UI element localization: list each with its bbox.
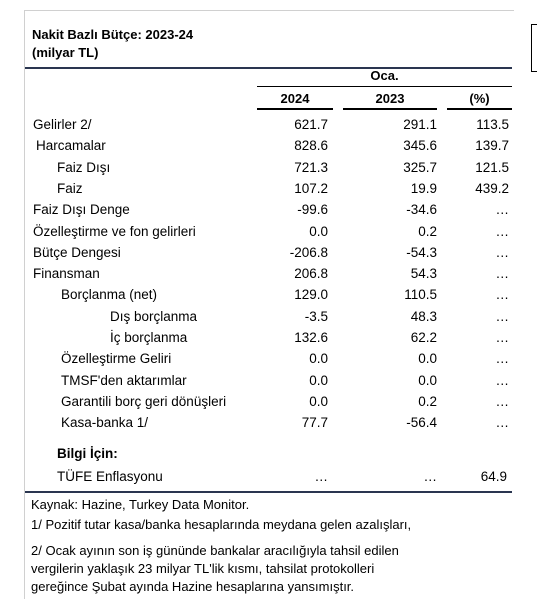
cell-2024: 132.6 [294, 330, 328, 345]
cell-2023: 291.1 [403, 117, 437, 132]
memo-label: TÜFE Enflasyonu [57, 469, 163, 484]
table-unit: (milyar TL) [32, 45, 99, 60]
side-panel-edge [531, 24, 537, 72]
cell-2024: 621.7 [294, 117, 328, 132]
cell-percent: 113.5 [476, 117, 509, 132]
cell-2024: 721.3 [294, 159, 328, 175]
cell-percent: 439.2 [475, 180, 509, 196]
cell-2024: 206.8 [294, 266, 328, 282]
cell-percent: … [495, 393, 509, 409]
cell-2024: -206.8 [289, 244, 328, 260]
column-group-header: Oca. [370, 68, 399, 83]
cell-2024: 0.0 [309, 372, 328, 388]
row-label: Dış borçlanma [110, 308, 198, 324]
row-label: İç borçlanma [110, 330, 188, 345]
row-label: Kasa-banka 1/ [61, 415, 149, 431]
table-row [0, 160, 537, 181]
table-bottom-rule [25, 491, 512, 493]
cell-percent: … [495, 330, 509, 345]
table-row [0, 330, 537, 351]
row-label: Özelleştirme Geliri [61, 351, 172, 367]
cell-percent: … [495, 415, 509, 431]
cell-percent: … [495, 372, 509, 388]
table-row [0, 351, 537, 372]
cell-2023: 0.2 [418, 393, 437, 409]
column-header-2023: 2023 [375, 91, 405, 106]
cell-2023: 110.5 [404, 287, 437, 303]
footnote-2-line-2: vergilerin yaklaşık 23 milyar TL'lik kısmı, tahsilat protokolleri [31, 561, 375, 576]
cell-2024: -3.5 [304, 308, 328, 324]
row-label: Özelleştirme ve fon gelirleri [33, 223, 196, 239]
table-row [0, 287, 537, 308]
row-label: Faiz [57, 180, 83, 196]
table-row [0, 394, 537, 415]
table-row [0, 309, 537, 330]
cell-percent: 121.5 [475, 159, 509, 175]
table-row [0, 138, 537, 159]
cell-2024: 129.0 [294, 287, 328, 303]
cell-2023: 345.6 [403, 138, 437, 154]
row-label: Borçlanma (net) [61, 287, 158, 303]
cell-2023: 0.0 [418, 372, 437, 388]
cell-2023: 0.0 [418, 351, 437, 367]
row-label: Garantili borç geri dönüşleri [61, 393, 227, 409]
cell-percent: 139.7 [475, 138, 509, 154]
cell-2023: 54.3 [410, 266, 437, 282]
row-label: Bütçe Dengesi [33, 244, 121, 260]
cell-2024: 0.0 [309, 223, 328, 239]
header-rule-2024 [257, 108, 333, 110]
cell-2023: 325.7 [403, 159, 437, 175]
cell-2024: -99.6 [297, 202, 328, 218]
footnote-1: 1/ Pozitif tutar kasa/banka hesaplarında meydana gelen azalışları, [31, 517, 412, 532]
header-rule-2023 [343, 108, 437, 110]
column-header-2024: 2024 [280, 91, 310, 106]
row-label: TMSF'den aktarımlar [61, 372, 187, 388]
cell-2023: 0.2 [418, 223, 437, 239]
cell-2023: 62.2 [410, 330, 437, 345]
memo-value-percent: 64.9 [480, 469, 507, 484]
cell-2024: 0.0 [309, 351, 328, 367]
table-row [0, 202, 537, 223]
cell-percent: … [495, 287, 509, 303]
cell-2023: 19.9 [410, 180, 437, 196]
row-label: Finansman [33, 266, 100, 282]
table-row [0, 117, 537, 138]
memo-value-2023: … [423, 469, 437, 484]
cell-percent: … [495, 351, 509, 367]
memo-value-2024: … [314, 469, 328, 484]
source-note: Kaynak: Hazine, Turkey Data Monitor. [31, 497, 250, 512]
cell-2023: 48.3 [410, 308, 437, 324]
footnote-2-line-1: 2/ Ocak ayının son iş gününde bankalar aracılığıyla tahsil edilen [31, 543, 399, 558]
cell-percent: … [495, 202, 509, 218]
row-label: Harcamalar [36, 138, 106, 154]
column-header-percent: (%) [469, 91, 490, 106]
table-row [0, 266, 537, 287]
row-label: Faiz Dışı [57, 159, 111, 175]
cell-2023: -34.6 [406, 202, 437, 218]
cell-percent: … [495, 266, 509, 282]
cell-2023: -54.3 [406, 244, 437, 260]
group-header-rule [257, 86, 512, 87]
table-title: Nakit Bazlı Bütçe: 2023-24 [32, 27, 194, 42]
cell-percent: … [495, 308, 509, 324]
cell-percent: … [495, 223, 509, 239]
cell-2024: 828.6 [294, 138, 328, 154]
memo-heading: Bilgi İçin: [57, 446, 118, 461]
cell-percent: … [495, 244, 509, 260]
header-rule-percent [447, 108, 512, 110]
cell-2024: 107.2 [294, 180, 328, 196]
table-row [0, 181, 537, 202]
footnote-2-line-3: gereğince Şubat ayında Hazine hesaplarına yansımıştır. [31, 579, 355, 594]
table-row [0, 245, 537, 266]
table-row [0, 224, 537, 245]
row-label: Faiz Dışı Denge [33, 202, 130, 218]
cell-2023: -56.4 [406, 415, 437, 431]
cell-2024: 77.7 [301, 415, 328, 431]
table-row [0, 415, 537, 436]
cell-2024: 0.0 [309, 393, 328, 409]
table-row [0, 373, 537, 394]
row-label: Gelirler 2/ [33, 117, 92, 132]
